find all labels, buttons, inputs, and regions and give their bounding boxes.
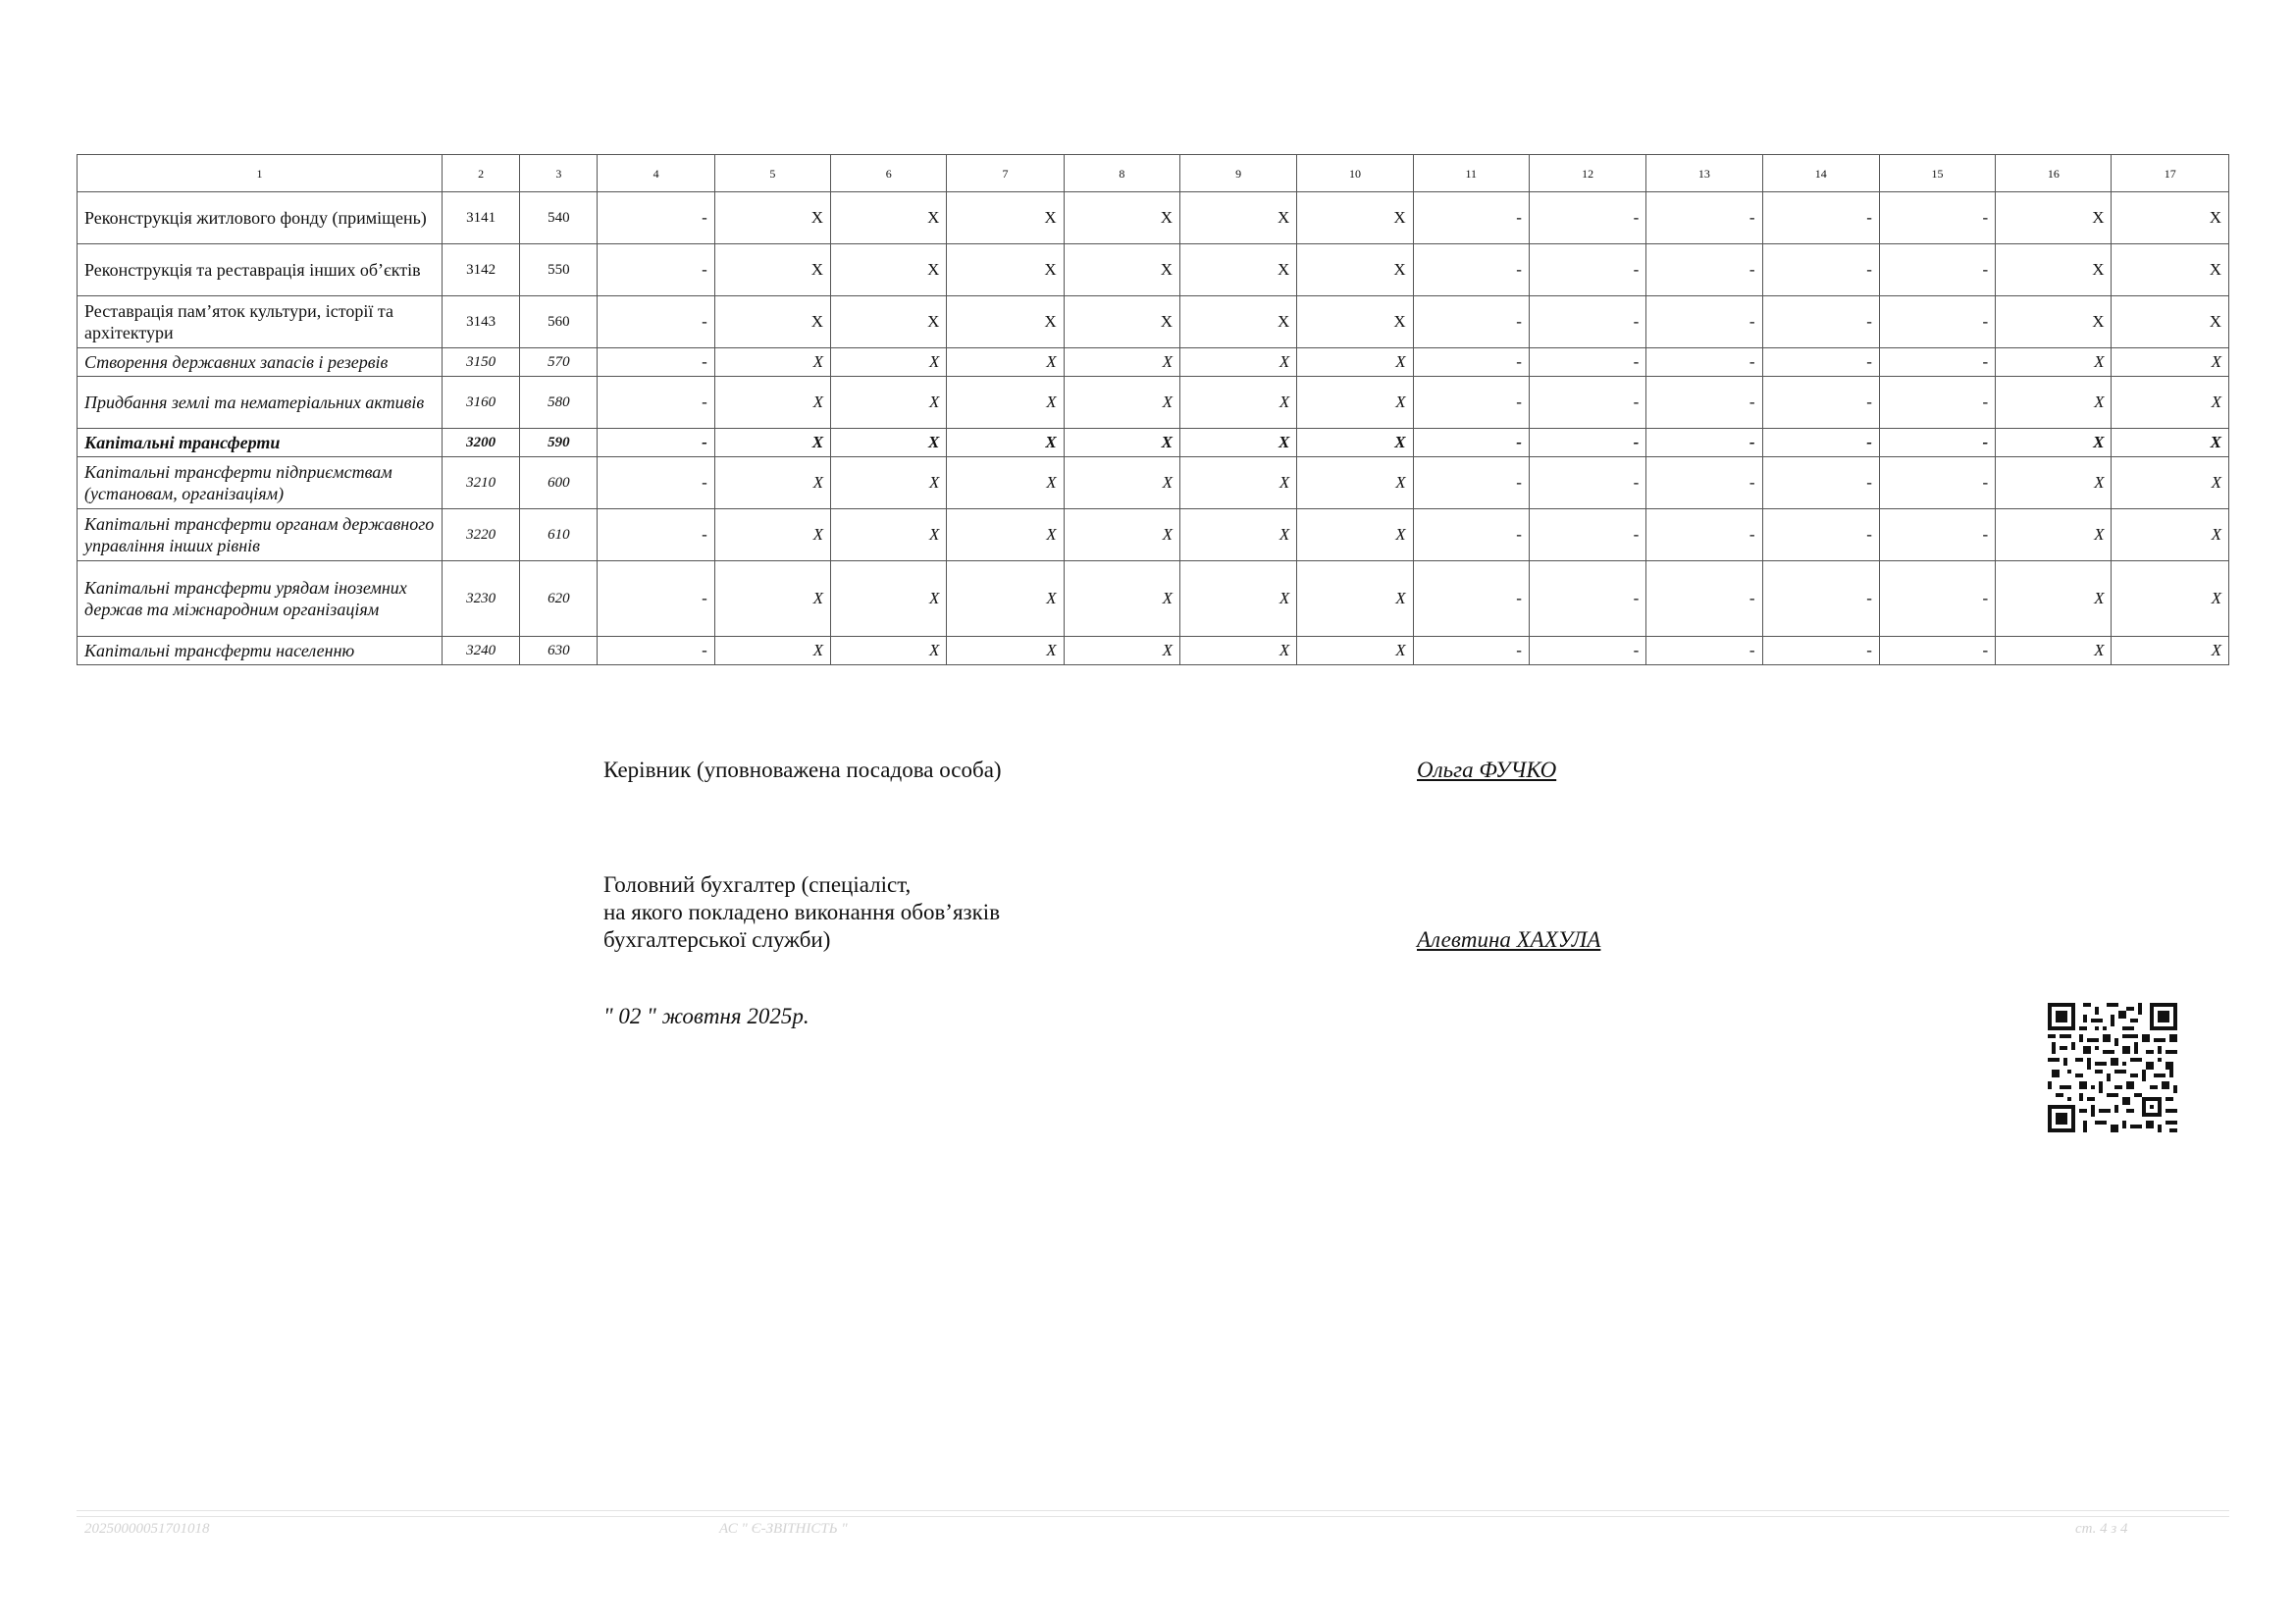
table-cell: X	[1179, 296, 1296, 348]
table-cell: -	[1762, 244, 1879, 296]
table-cell: -	[1413, 377, 1529, 429]
table-cell: -	[1646, 192, 1762, 244]
header-cell: 15	[1879, 155, 1995, 192]
accountant-label-line: на якого покладено виконання обов’язків	[603, 900, 1001, 924]
table-cell: X	[1064, 561, 1179, 637]
table-cell: -	[1879, 561, 1995, 637]
table-cell: -	[1529, 192, 1645, 244]
table-cell: X	[1179, 244, 1296, 296]
table-cell: X	[1179, 348, 1296, 377]
table-cell: -	[1762, 192, 1879, 244]
table-cell: X	[1179, 561, 1296, 637]
header-cell: 5	[714, 155, 830, 192]
table-cell: X	[831, 296, 947, 348]
footer-system-name: АС " Є-ЗВІТНІСТЬ "	[719, 1521, 848, 1537]
table-cell: -	[598, 509, 714, 561]
table-row	[78, 192, 2229, 244]
table-row	[78, 509, 2229, 561]
header-cell: 3	[520, 155, 598, 192]
header-cell: 4	[598, 155, 714, 192]
table-cell: X	[1297, 244, 1413, 296]
table-cell: -	[1879, 509, 1995, 561]
row-name: Реставрація пам’яток культури, історії та архітектури	[78, 296, 443, 348]
table-cell: X	[1996, 509, 2112, 561]
row-code: 3220	[443, 509, 520, 561]
table-cell: X	[1297, 192, 1413, 244]
qr-code-icon	[2048, 1003, 2177, 1132]
row-name: Придбання землі та нематеріальних активів	[78, 377, 443, 429]
header-cell: 13	[1646, 155, 1762, 192]
table-cell: X	[1297, 377, 1413, 429]
table-cell: X	[1996, 192, 2112, 244]
table-cell: X	[714, 377, 830, 429]
table-cell: X	[831, 637, 947, 665]
table-cell: -	[1413, 192, 1529, 244]
row-code: 3160	[443, 377, 520, 429]
table-cell: X	[714, 429, 830, 457]
table-cell: X	[947, 457, 1064, 509]
table-cell: X	[2112, 348, 2229, 377]
table-cell: X	[714, 457, 830, 509]
table-cell: X	[1064, 348, 1179, 377]
table-cell: -	[1879, 296, 1995, 348]
table-cell: -	[1879, 192, 1995, 244]
header-cell: 9	[1179, 155, 1296, 192]
table-cell: X	[1064, 244, 1179, 296]
table-cell: X	[1064, 637, 1179, 665]
row-line: 570	[520, 348, 598, 377]
table-cell: X	[1996, 348, 2112, 377]
table-cell: -	[1413, 637, 1529, 665]
table-cell: X	[714, 509, 830, 561]
header-cell: 10	[1297, 155, 1413, 192]
row-line: 550	[520, 244, 598, 296]
table-cell: -	[1529, 244, 1645, 296]
row-line: 580	[520, 377, 598, 429]
table-cell: -	[1646, 509, 1762, 561]
table-cell: -	[598, 244, 714, 296]
table-cell: X	[831, 244, 947, 296]
table-cell: -	[598, 561, 714, 637]
table-cell: X	[2112, 509, 2229, 561]
head-signature-name: Ольга ФУЧКО	[1417, 758, 1557, 782]
table-row	[78, 457, 2229, 509]
table-cell: -	[1646, 348, 1762, 377]
table-cell: -	[1413, 561, 1529, 637]
header-cell: 8	[1064, 155, 1179, 192]
row-line: 540	[520, 192, 598, 244]
table-cell: X	[1179, 429, 1296, 457]
table-cell: X	[1064, 509, 1179, 561]
table-cell: -	[1529, 561, 1645, 637]
table-cell: X	[1996, 561, 2112, 637]
table-cell: -	[1879, 429, 1995, 457]
table-cell: X	[947, 429, 1064, 457]
table-cell: -	[1413, 509, 1529, 561]
table-cell: -	[1646, 457, 1762, 509]
table-cell: X	[1996, 429, 2112, 457]
footer-divider	[77, 1516, 2229, 1517]
table-cell: X	[1996, 244, 2112, 296]
header-cell: 2	[443, 155, 520, 192]
row-name: Капітальні трансферти підприємствам (установам, організаціям)	[78, 457, 443, 509]
table-cell: X	[831, 377, 947, 429]
footer-document-id: 20250000051701018	[84, 1521, 210, 1537]
row-code: 3142	[443, 244, 520, 296]
table-cell: X	[714, 637, 830, 665]
table-cell: -	[1646, 561, 1762, 637]
table-cell: -	[1646, 429, 1762, 457]
footer-divider	[77, 1510, 2229, 1511]
table-cell: X	[1064, 377, 1179, 429]
table-cell: X	[947, 509, 1064, 561]
row-code: 3210	[443, 457, 520, 509]
table-cell: X	[1996, 457, 2112, 509]
row-line: 560	[520, 296, 598, 348]
table-cell: X	[714, 244, 830, 296]
row-name: Реконструкція житлового фонду (приміщень)	[78, 192, 443, 244]
table-cell: -	[1413, 296, 1529, 348]
table-cell: -	[1879, 348, 1995, 377]
table-cell: -	[1762, 296, 1879, 348]
header-cell: 14	[1762, 155, 1879, 192]
table-cell: X	[1179, 509, 1296, 561]
table-row	[78, 637, 2229, 665]
header-cell: 1	[78, 155, 443, 192]
header-cell: 17	[2112, 155, 2229, 192]
table-cell: -	[1762, 509, 1879, 561]
table-cell: -	[1646, 377, 1762, 429]
table-cell: -	[1762, 637, 1879, 665]
table-cell: X	[831, 561, 947, 637]
table-cell: X	[2112, 192, 2229, 244]
table-cell: -	[1879, 377, 1995, 429]
row-name: Капітальні трансферти населенню	[78, 637, 443, 665]
row-code: 3230	[443, 561, 520, 637]
row-code: 3200	[443, 429, 520, 457]
table-cell: -	[1529, 509, 1645, 561]
accountant-label-line: Головний бухгалтер (спеціаліст,	[603, 872, 912, 897]
table-cell: -	[1413, 457, 1529, 509]
table-cell: -	[1529, 377, 1645, 429]
header-cell: 12	[1529, 155, 1645, 192]
table-cell: X	[947, 348, 1064, 377]
head-signature-label: Керівник (уповноважена посадова особа)	[603, 758, 1002, 782]
table-cell: X	[831, 457, 947, 509]
table-header-row	[78, 155, 2229, 192]
table-cell: X	[947, 244, 1064, 296]
table-cell: X	[1064, 192, 1179, 244]
table-cell: X	[2112, 429, 2229, 457]
table-cell: -	[1413, 244, 1529, 296]
table-cell: -	[1879, 244, 1995, 296]
row-line: 630	[520, 637, 598, 665]
table-row	[78, 377, 2229, 429]
table-row	[78, 561, 2229, 637]
table-cell: -	[1646, 296, 1762, 348]
table-row	[78, 348, 2229, 377]
table-cell: -	[1529, 296, 1645, 348]
table-cell: X	[714, 192, 830, 244]
row-line: 600	[520, 457, 598, 509]
table-cell: X	[1996, 637, 2112, 665]
table-cell: -	[1879, 637, 1995, 665]
footer-page-number: ст. 4 з 4	[2075, 1521, 2128, 1537]
table-cell: -	[1413, 348, 1529, 377]
table-cell: -	[1529, 457, 1645, 509]
row-line: 590	[520, 429, 598, 457]
table-cell: X	[831, 192, 947, 244]
table-cell: -	[1529, 348, 1645, 377]
table-cell: X	[947, 561, 1064, 637]
table-cell: -	[598, 296, 714, 348]
table-cell: -	[598, 457, 714, 509]
table-cell: X	[1297, 637, 1413, 665]
table-cell: X	[2112, 561, 2229, 637]
table-cell: X	[1297, 561, 1413, 637]
table-cell: X	[947, 296, 1064, 348]
table-cell: X	[714, 348, 830, 377]
row-line: 610	[520, 509, 598, 561]
table-cell: X	[1996, 296, 2112, 348]
table-cell: -	[1762, 348, 1879, 377]
header-cell: 6	[831, 155, 947, 192]
table-cell: -	[598, 377, 714, 429]
table-cell: -	[1762, 561, 1879, 637]
table-cell: X	[2112, 296, 2229, 348]
table-cell: -	[1413, 429, 1529, 457]
table-cell: X	[947, 637, 1064, 665]
table-cell: -	[1529, 429, 1645, 457]
table-cell: X	[1297, 348, 1413, 377]
table-cell: X	[1064, 457, 1179, 509]
report-table	[77, 154, 2229, 665]
table-cell: X	[831, 509, 947, 561]
table-row	[78, 244, 2229, 296]
table-cell: X	[831, 429, 947, 457]
table-row	[78, 296, 2229, 348]
row-name: Капітальні трансферти органам державного управління інших рівнів	[78, 509, 443, 561]
table-cell: X	[1297, 457, 1413, 509]
accountant-signature-label	[603, 871, 1000, 954]
table-cell: X	[947, 192, 1064, 244]
row-code: 3150	[443, 348, 520, 377]
table-cell: X	[831, 348, 947, 377]
row-name: Реконструкція та реставрація інших об’єктів	[78, 244, 443, 296]
table-cell: X	[1297, 429, 1413, 457]
table-cell: X	[1179, 457, 1296, 509]
table-cell: X	[1179, 192, 1296, 244]
report-date: " 02 " жовтня 2025р.	[603, 1004, 809, 1028]
accountant-label-line: бухгалтерської служби)	[603, 927, 831, 952]
row-code: 3240	[443, 637, 520, 665]
header-cell: 16	[1996, 155, 2112, 192]
table-cell: -	[1529, 637, 1645, 665]
table-cell: -	[1762, 377, 1879, 429]
table-cell: X	[947, 377, 1064, 429]
table-cell: -	[1646, 637, 1762, 665]
row-code: 3143	[443, 296, 520, 348]
row-line: 620	[520, 561, 598, 637]
table-cell: X	[1297, 509, 1413, 561]
row-name: Створення державних запасів і резервів	[78, 348, 443, 377]
table-cell: X	[1064, 429, 1179, 457]
header-cell: 11	[1413, 155, 1529, 192]
table-cell: X	[1179, 377, 1296, 429]
table-cell: X	[1064, 296, 1179, 348]
table-cell: -	[598, 348, 714, 377]
table-cell: X	[2112, 457, 2229, 509]
table-cell: -	[598, 637, 714, 665]
accountant-signature-name: Алевтина ХАХУЛА	[1417, 927, 1601, 952]
table-cell: -	[1646, 244, 1762, 296]
table-cell: X	[714, 296, 830, 348]
row-name: Капітальні трансферти урядам іноземних держав та міжнародним організаціям	[78, 561, 443, 637]
table-cell: X	[1996, 377, 2112, 429]
table-cell: -	[1762, 429, 1879, 457]
table-cell: X	[1179, 637, 1296, 665]
table-cell: X	[2112, 244, 2229, 296]
table-cell: -	[1879, 457, 1995, 509]
table-cell: X	[714, 561, 830, 637]
table-row	[78, 429, 2229, 457]
table-cell: X	[2112, 637, 2229, 665]
table-cell: X	[1297, 296, 1413, 348]
table-cell: X	[2112, 377, 2229, 429]
table-cell: -	[598, 429, 714, 457]
table-cell: -	[598, 192, 714, 244]
table-cell: -	[1762, 457, 1879, 509]
row-name: Капітальні трансферти	[78, 429, 443, 457]
header-cell: 7	[947, 155, 1064, 192]
row-code: 3141	[443, 192, 520, 244]
